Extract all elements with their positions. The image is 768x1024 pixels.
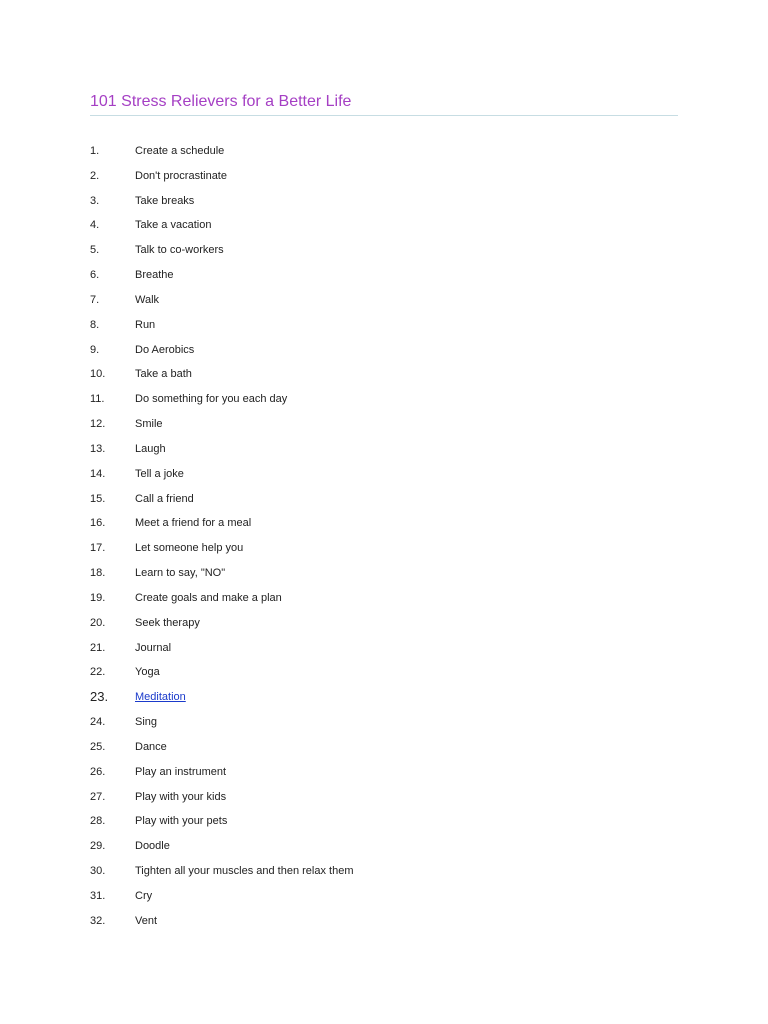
item-number: 31. xyxy=(90,889,106,902)
item-number: 16. xyxy=(90,517,106,530)
item-text: Smile xyxy=(135,418,163,431)
item-text: Take a bath xyxy=(135,368,192,381)
item-text: Breathe xyxy=(135,269,174,282)
item-text: Create a schedule xyxy=(135,145,225,157)
list-item xyxy=(0,339,768,364)
list-item xyxy=(0,786,768,811)
item-number: 1. xyxy=(90,145,100,157)
list-item xyxy=(0,165,768,190)
item-text: Laugh xyxy=(135,442,166,455)
item-text: Dance xyxy=(135,740,167,753)
item-text: Doodle xyxy=(135,840,170,853)
item-number: 28. xyxy=(90,815,106,828)
list-item xyxy=(0,264,768,289)
item-text: Cry xyxy=(135,889,153,902)
list-item xyxy=(0,761,768,786)
list-item xyxy=(0,239,768,264)
item-text: Walk xyxy=(135,293,160,306)
item-text: Play an instrument xyxy=(135,765,227,778)
list-item xyxy=(0,637,768,662)
list-item xyxy=(0,736,768,761)
item-text: Talk to co-workers xyxy=(135,244,224,257)
item-number: 21. xyxy=(90,641,106,654)
list-item xyxy=(0,314,768,339)
item-number: 26. xyxy=(90,765,106,778)
list-item xyxy=(0,537,768,562)
item-number: 27. xyxy=(90,790,106,803)
list-item xyxy=(0,810,768,835)
list-item xyxy=(0,413,768,438)
item-text: Journal xyxy=(135,641,172,654)
list-item xyxy=(0,463,768,488)
item-number: 29. xyxy=(90,840,106,853)
item-number: 14. xyxy=(90,467,106,480)
list-item xyxy=(0,363,768,388)
item-text: Run xyxy=(135,318,156,331)
list-item xyxy=(0,190,768,215)
item-text: Take breaks xyxy=(135,194,195,207)
item-text: Take a vacation xyxy=(135,219,212,232)
item-text: Do Aerobics xyxy=(135,343,195,356)
item-number: 8. xyxy=(90,318,100,331)
item-text: Create goals and make a plan xyxy=(135,591,282,604)
item-text: Do something for you each day xyxy=(135,393,288,406)
item-text: Learn to say, "NO" xyxy=(135,567,226,580)
list-item xyxy=(0,860,768,885)
item-text: Play with your pets xyxy=(135,815,228,828)
item-number: 22. xyxy=(90,666,106,679)
list-item xyxy=(0,835,768,860)
meditation-link[interactable]: Meditation xyxy=(135,691,186,704)
item-number: 15. xyxy=(90,492,106,505)
item-number: 24. xyxy=(90,716,106,729)
item-number: 25. xyxy=(90,740,106,753)
item-text: Meet a friend for a meal xyxy=(135,517,252,530)
item-number: 2. xyxy=(90,169,100,182)
item-number: 13. xyxy=(90,442,106,455)
list-item xyxy=(0,438,768,463)
item-number: 17. xyxy=(90,542,106,555)
list-item xyxy=(0,686,768,711)
page-title: 101 Stress Relievers for a Better Life xyxy=(90,93,352,110)
item-text: Vent xyxy=(135,914,158,927)
list-item xyxy=(0,562,768,587)
item-text: Tighten all your muscles and then relax them xyxy=(135,865,354,878)
item-number: 18. xyxy=(90,567,106,580)
item-text: Don't procrastinate xyxy=(135,169,227,182)
item-text: Call a friend xyxy=(135,492,194,505)
item-number: 5. xyxy=(90,244,100,257)
item-number: 20. xyxy=(90,616,106,629)
item-number: 10. xyxy=(90,368,106,381)
list-item xyxy=(0,140,768,165)
list-item xyxy=(0,711,768,736)
list-item xyxy=(0,214,768,239)
stress-relievers-list xyxy=(0,140,768,935)
item-text: Sing xyxy=(135,716,158,729)
item-number: 4. xyxy=(90,219,100,232)
item-number: 23. xyxy=(90,689,109,705)
list-item xyxy=(0,612,768,637)
list-item xyxy=(0,661,768,686)
title-divider xyxy=(90,115,678,116)
list-item xyxy=(0,910,768,935)
item-number: 30. xyxy=(90,865,106,878)
list-item xyxy=(0,388,768,413)
item-text: Yoga xyxy=(135,666,160,679)
item-number: 6. xyxy=(90,269,100,282)
list-item xyxy=(0,587,768,612)
list-item xyxy=(0,289,768,314)
list-item xyxy=(0,885,768,910)
item-number: 9. xyxy=(90,343,100,356)
item-text: Tell a joke xyxy=(135,467,184,480)
item-number: 19. xyxy=(90,591,106,604)
item-number: 12. xyxy=(90,418,106,431)
item-number: 7. xyxy=(90,293,100,306)
item-text: Seek therapy xyxy=(135,616,200,629)
item-number: 3. xyxy=(90,194,100,207)
list-item xyxy=(0,512,768,537)
item-number: 32. xyxy=(90,914,106,927)
item-number: 11. xyxy=(90,393,105,406)
item-text: Play with your kids xyxy=(135,790,227,803)
item-text: Let someone help you xyxy=(135,542,244,555)
list-item xyxy=(0,488,768,513)
